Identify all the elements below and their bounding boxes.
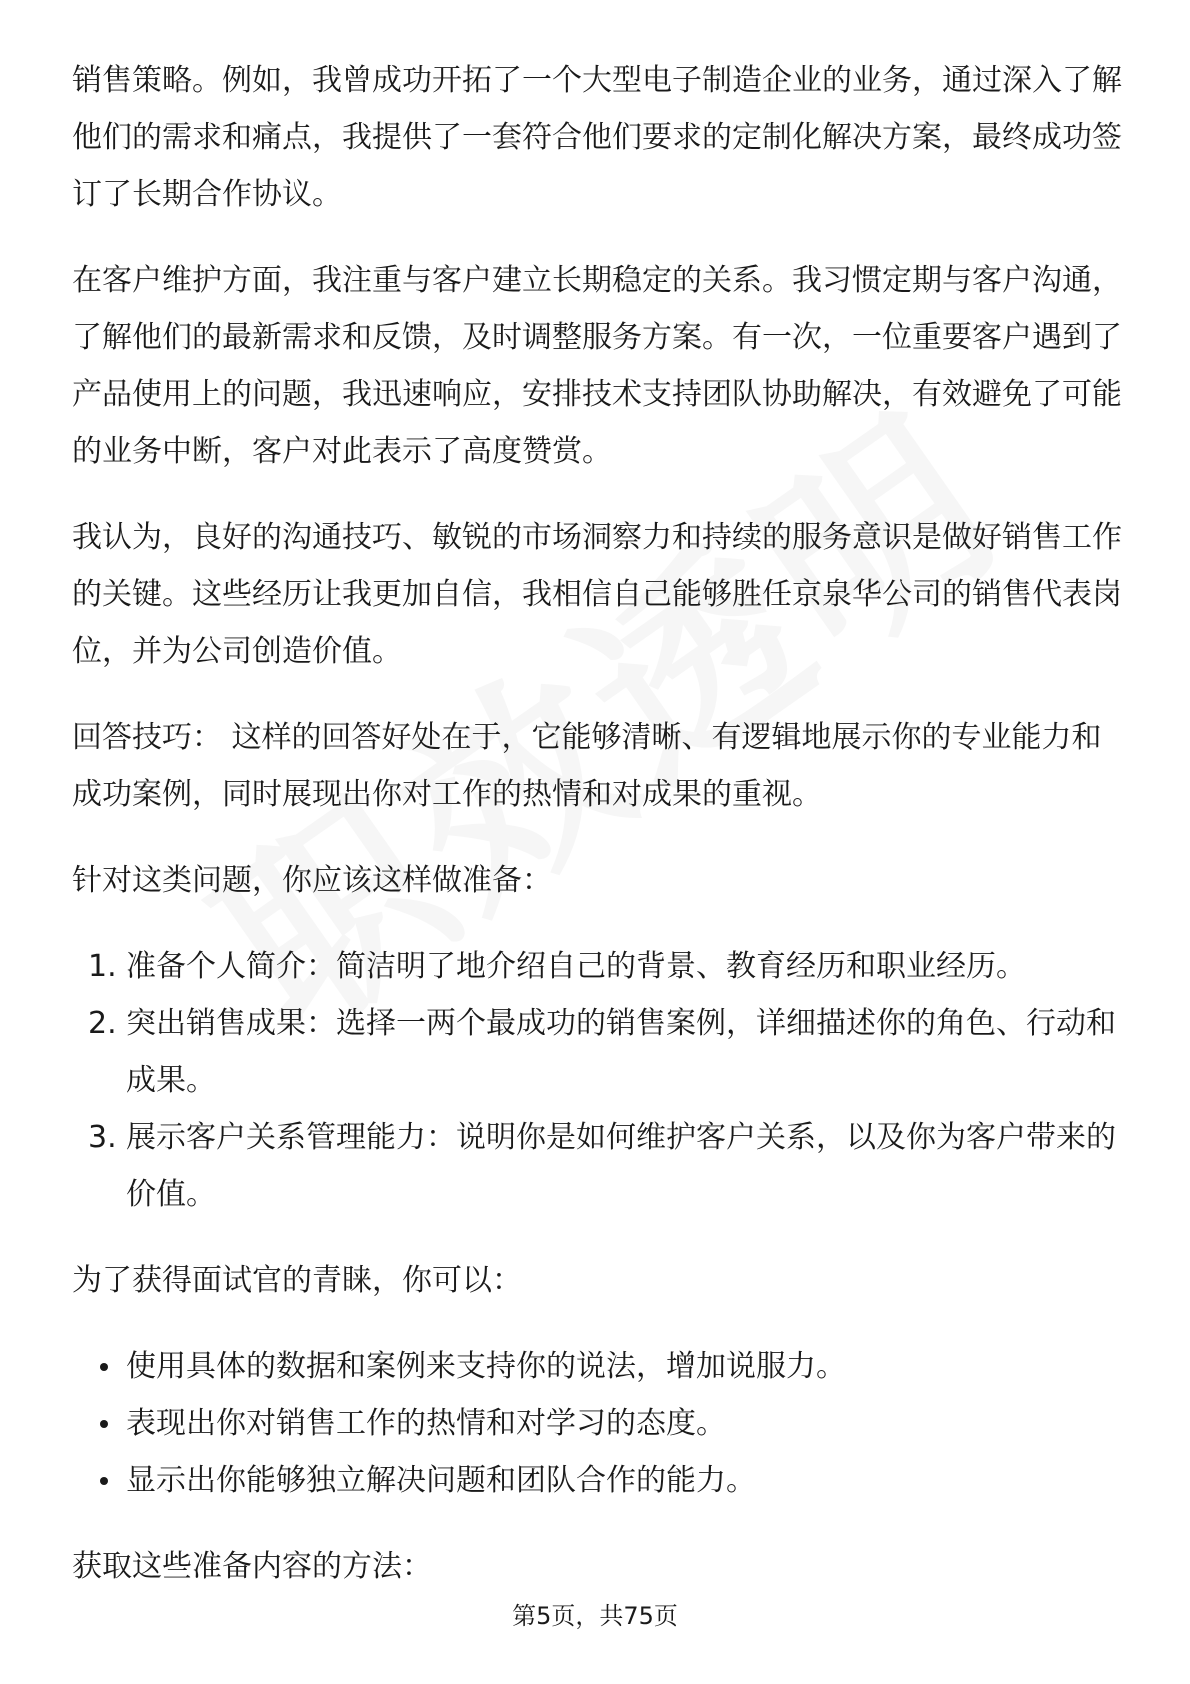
numbered-list	[72, 938, 1122, 1223]
bullet-icon	[100, 1477, 108, 1485]
paragraph-key-skills: 我认为，良好的沟通技巧、敏锐的市场洞察力和持续的服务意识是做好销售工作的关键。这些经历让我更加自信，我相信自己能够胜任京泉华公司的销售代表岗位，并为公司创造价值。	[72, 520, 1122, 669]
list-item-text: 显示出你能够独立解决问题和团队合作的能力。	[126, 1463, 756, 1498]
list-number: 2.	[88, 1006, 117, 1041]
bullet-list	[72, 1338, 1122, 1509]
paragraph-methods: 获取这些准备内容的方法：	[72, 1549, 432, 1584]
bullet-icon	[100, 1420, 108, 1428]
list-item	[72, 938, 1122, 995]
bullet-icon	[100, 1363, 108, 1371]
list-item-text: 使用具体的数据和案例来支持你的说法，增加说服力。	[126, 1349, 846, 1384]
list-item-text: 表现出你对销售工作的热情和对学习的态度。	[126, 1406, 726, 1441]
list-item-text: 展示客户关系管理能力：说明你是如何维护客户关系，以及你为客户带来的价值。	[126, 1120, 1116, 1212]
list-item-text: 突出销售成果：选择一两个最成功的销售案例，详细描述你的角色、行动和成果。	[126, 1006, 1116, 1098]
paragraph-customer-maintenance: 在客户维护方面，我注重与客户建立长期稳定的关系。我习惯定期与客户沟通，了解他们的最新需求和反馈，及时调整服务方案。有一次，一位重要客户遇到了产品使用上的问题，我迅速响应，安排技术支持团队协助解决，有效避免了可能的业务中断，客户对此表示了高度赞赏。	[72, 263, 1122, 469]
page-footer	[0, 1600, 1190, 1632]
list-item	[72, 995, 1122, 1109]
page-number: 第5页，共75页	[512, 1602, 678, 1630]
list-item	[72, 1452, 1122, 1509]
paragraph-answer-tips: 回答技巧： 这样的回答好处在于，它能够清晰、有逻辑地展示你的专业能力和成功案例，同时展现出你对工作的热情和对成果的重视。	[72, 720, 1102, 812]
paragraph-impress-interviewer: 为了获得面试官的青睐，你可以：	[72, 1263, 522, 1298]
paragraph-preparation-intro: 针对这类问题，你应该这样做准备：	[72, 863, 552, 898]
list-item	[72, 1395, 1122, 1452]
paragraph-sales-strategy: 销售策略。例如，我曾成功开拓了一个大型电子制造企业的业务，通过深入了解他们的需求和痛点，我提供了一套符合他们要求的定制化解决方案，最终成功签订了长期合作协议。	[72, 63, 1122, 212]
list-number: 3.	[88, 1120, 117, 1155]
list-item-text: 准备个人简介：简洁明了地介绍自己的背景、教育经历和职业经历。	[126, 949, 1026, 984]
list-number: 1.	[88, 949, 117, 984]
list-item	[72, 1338, 1122, 1395]
list-item	[72, 1109, 1122, 1223]
document-content	[72, 52, 1122, 1624]
